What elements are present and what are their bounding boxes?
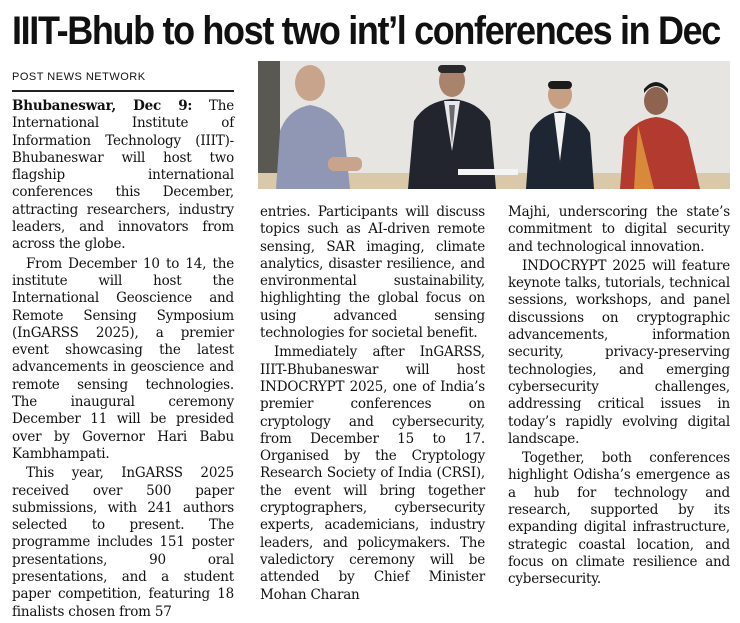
photo-illustration (258, 61, 730, 189)
article-column-1 (12, 98, 234, 623)
dateline: Bhubaneswar, Dec 9: (12, 98, 193, 114)
article-paragraph: Immediately after InGARSS, IIIT-Bhubaneswar will host INDOCRYPT 2025, one of India’s premier conferences on cryptology and cybersecurity, from December 15 to 17. Organised by the Cryptology Research Society of India (CRSI), the event will bring together cryptographers, cybersecurity experts, academicians, industry leaders, and policymakers. The valedictory ceremony will be attended by Chief Minister Mohan Charan (260, 344, 485, 603)
article-paragraph: Together, both conferences highlight Odisha’s emergence as a hub for technology and research, supported by its expanding digital infrastructure, strategic coastal location, and focus on climate resilience and cybersecurity. (508, 450, 730, 588)
article-paragraph: This year, InGARSS 2025 received over 500 paper submissions, with 241 authors selected to present. The programme includes 151 poster presentations, 90 oral presentations, and a student paper competition, featuring 18 finalists chosen from 57 (12, 465, 234, 620)
paragraph-text: The International Institute of Information Technology (IIIT)-Bhubaneswar will host two flagship international conferences this December, attracting researchers, industry leaders, and innovators from across the globe. (12, 98, 234, 253)
byline: POST NEWS NETWORK (12, 70, 234, 92)
article-paragraph: From December 10 to 14, the institute will host the International Geoscience and Remote Sensing Symposium (InGARSS 2025), a premier event showcasing the latest advancements in geoscience and remote sensing technologies. The inaugural ceremony December 11 will be presided over by Governor Hari Babu Kambhampati. (12, 255, 234, 462)
article-column-3 (508, 204, 730, 591)
article-paragraph: entries. Participants will discuss topics such as AI-driven remote sensing, SAR imaging, climate analytics, disaster resilience, and environmental sustainability, highlighting the global focus on using advanced sensing technologies for societal benefit. (260, 204, 485, 342)
headline: IIIT-Bhub to host two int’l conferences in Dec (12, 9, 720, 53)
article-paragraph: Majhi, underscoring the state’s commitment to digital security and technological innovation. (508, 204, 730, 255)
article-paragraph: INDOCRYPT 2025 will feature keynote talks, tutorials, technical sessions, workshops, and panel discussions on cryptographic advancements, information security, privacy-preserving technologies, and emerging cybersecurity challenges, addressing critical issues in today’s rapidly evolving digital landscape. (508, 257, 730, 447)
article-paragraph (12, 98, 234, 254)
news-photo (258, 61, 730, 189)
article-column-2 (260, 204, 485, 606)
